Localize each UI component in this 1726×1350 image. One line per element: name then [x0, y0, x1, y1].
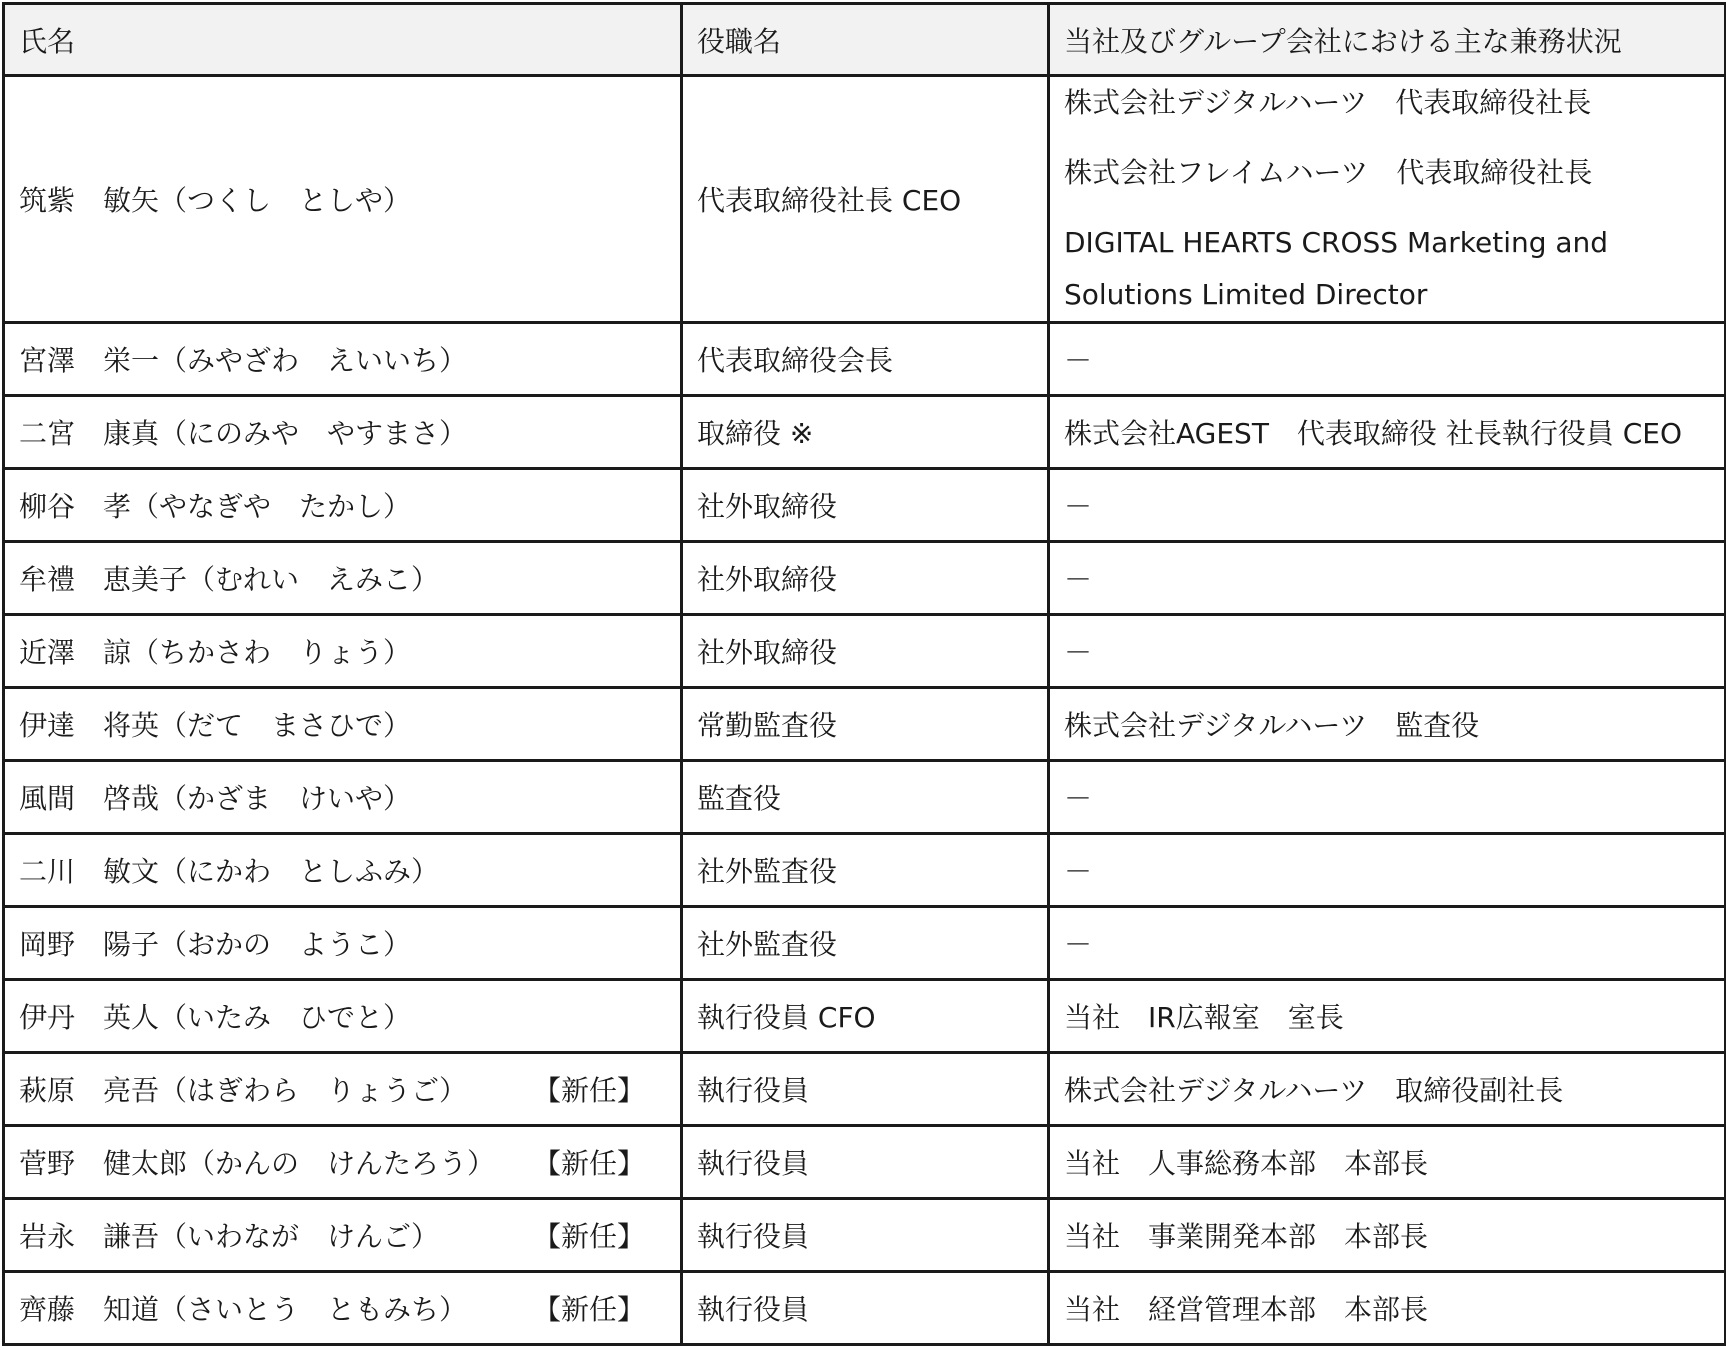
name-cell: [4, 1272, 682, 1345]
table-row: [4, 396, 1726, 469]
concurrent-cell: －: [1049, 834, 1726, 907]
name-cell: 伊丹 英人（いたみ ひでと）: [4, 980, 682, 1053]
title-cell: 執行役員: [682, 1199, 1049, 1272]
officer-name: 筑紫 敏矢（つくし としや）: [19, 184, 412, 217]
header-title: 役職名: [682, 4, 1049, 76]
table-row: [4, 469, 1726, 542]
new-appointment-badge: 【新任】: [533, 1074, 646, 1107]
name-cell: [4, 1126, 682, 1199]
table-row: [4, 615, 1726, 688]
table-row: [4, 542, 1726, 615]
concurrent-line: 株式会社デジタルハーツ 代表取締役社長: [1064, 86, 1592, 119]
concurrent-line: 株式会社フレイムハーツ 代表取締役社長: [1064, 156, 1593, 189]
title-cell: 執行役員 CFO: [682, 980, 1049, 1053]
concurrent-cell: －: [1049, 907, 1726, 980]
name-cell: 柳谷 孝（やなぎや たかし）: [4, 469, 682, 542]
table-row: [4, 323, 1726, 396]
name-cell: 風間 啓哉（かざま けいや）: [4, 761, 682, 834]
name-cell: 二川 敏文（にかわ としふみ）: [4, 834, 682, 907]
title-cell: 社外取締役: [682, 542, 1049, 615]
title-cell: 執行役員: [682, 1053, 1049, 1126]
officer-name: 菅野 健太郎（かんの けんたろう）: [19, 1147, 496, 1180]
new-appointment-badge: 【新任】: [533, 1147, 646, 1180]
concurrent-cell: [1049, 76, 1726, 323]
title-cell: 監査役: [682, 761, 1049, 834]
name-cell: 近澤 諒（ちかさわ りょう）: [4, 615, 682, 688]
officer-name: 岩永 謙吾（いわなが けんご）: [19, 1220, 440, 1253]
concurrent-cell: －: [1049, 323, 1726, 396]
officer-name: 齊藤 知道（さいとう ともみち）: [19, 1293, 468, 1326]
title-cell: 代表取締役社長 CEO: [682, 76, 1049, 323]
table-row: [4, 761, 1726, 834]
new-appointment-badge: 【新任】: [533, 1293, 646, 1326]
officers-table: [2, 2, 1726, 1346]
title-cell: 社外監査役: [682, 907, 1049, 980]
table-row: [4, 1053, 1726, 1126]
title-cell: 社外取締役: [682, 615, 1049, 688]
table-row: [4, 980, 1726, 1053]
title-cell: 取締役 ※: [682, 396, 1049, 469]
new-appointment-badge: 【新任】: [533, 1220, 646, 1253]
title-cell: 社外取締役: [682, 469, 1049, 542]
name-cell: 岡野 陽子（おかの ようこ）: [4, 907, 682, 980]
table-row: [4, 1272, 1726, 1345]
concurrent-cell: －: [1049, 542, 1726, 615]
table-row: [4, 688, 1726, 761]
title-cell: 常勤監査役: [682, 688, 1049, 761]
header-row: [4, 4, 1726, 76]
table-row: [4, 834, 1726, 907]
name-cell: [4, 1053, 682, 1126]
concurrent-cell: 株式会社デジタルハーツ 取締役副社長: [1049, 1053, 1726, 1126]
title-cell: 執行役員: [682, 1272, 1049, 1345]
name-cell: 牟禮 恵美子（むれい えみこ）: [4, 542, 682, 615]
header-name: 氏名: [4, 4, 682, 76]
concurrent-cell: 当社 人事総務本部 本部長: [1049, 1126, 1726, 1199]
officer-name: 萩原 亮吾（はぎわら りょうご）: [19, 1074, 468, 1107]
title-cell: 代表取締役会長: [682, 323, 1049, 396]
name-cell: 二宮 康真（にのみや やすまさ）: [4, 396, 682, 469]
table-row: [4, 1199, 1726, 1272]
concurrent-cell: －: [1049, 469, 1726, 542]
concurrent-cell: 当社 経営管理本部 本部長: [1049, 1272, 1726, 1345]
name-cell: [4, 1199, 682, 1272]
concurrent-cell: －: [1049, 615, 1726, 688]
concurrent-cell: 株式会社デジタルハーツ 監査役: [1049, 688, 1726, 761]
title-cell: 執行役員: [682, 1126, 1049, 1199]
concurrent-line: DIGITAL HEARTS CROSS Marketing and Solutions Limited Director: [1064, 226, 1609, 311]
concurrent-cell: 当社 事業開発本部 本部長: [1049, 1199, 1726, 1272]
name-cell: 伊達 将英（だて まさひで）: [4, 688, 682, 761]
table-row: [4, 1126, 1726, 1199]
concurrent-cell: 株式会社AGEST 代表取締役 社長執行役員 CEO: [1049, 396, 1726, 469]
name-cell: [4, 76, 682, 323]
table-row: [4, 907, 1726, 980]
concurrent-cell: －: [1049, 761, 1726, 834]
table-row: [4, 76, 1726, 323]
concurrent-cell: 当社 IR広報室 室長: [1049, 980, 1726, 1053]
name-cell: 宮澤 栄一（みやざわ えいいち）: [4, 323, 682, 396]
header-concurrent: 当社及びグループ会社における主な兼務状況: [1049, 4, 1726, 76]
title-cell: 社外監査役: [682, 834, 1049, 907]
